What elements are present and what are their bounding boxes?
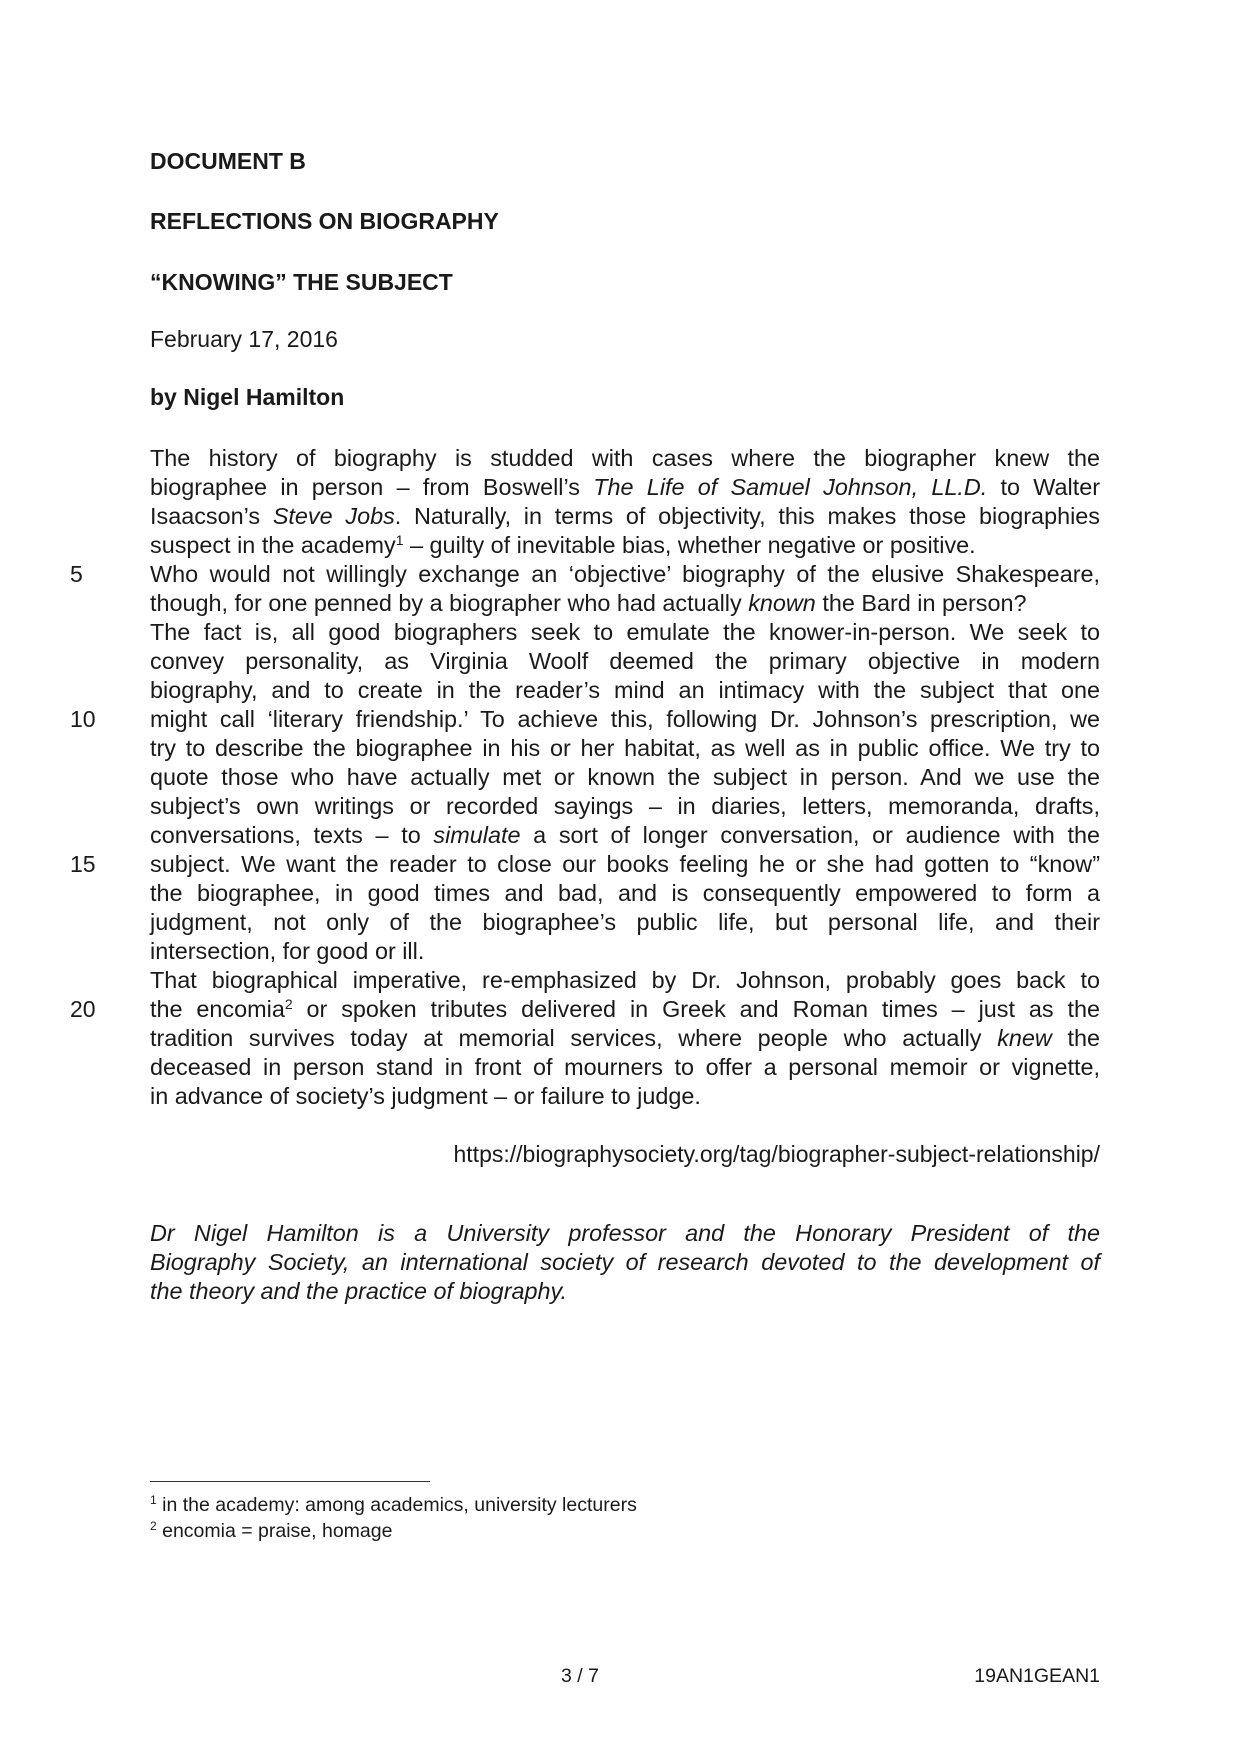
- bio-line: Biography Society, an international society of research devoted to the development of: [150, 1249, 1100, 1275]
- body-line: [150, 676, 1100, 705]
- body-line: [150, 792, 1100, 821]
- body-text: might call ‘literary friendship.’ To achieve this, following Dr. Johnson’s prescription, we: [150, 706, 1100, 732]
- body-text: subject. We want the reader to close our books feeling he or she had gotten to “know”: [150, 851, 1100, 877]
- footnote-2: [150, 1520, 392, 1543]
- footnote-ref: 2: [284, 996, 293, 1012]
- body-text: a sort of longer conversation, or audience with the: [520, 822, 1100, 848]
- body-text: Isaacson’s: [150, 503, 273, 529]
- footnote-marker: 1: [150, 1493, 157, 1507]
- body-line: [150, 1053, 1100, 1082]
- document-label: DOCUMENT B: [150, 148, 306, 174]
- body-text: the biographee, in good times and bad, and is consequently empowered to form a: [150, 880, 1100, 906]
- body-line: [150, 879, 1100, 908]
- footnote-text: in the academy: among academics, university lecturers: [156, 1494, 637, 1516]
- article-body: [70, 444, 1101, 1111]
- book-title: Steve Jobs: [272, 503, 395, 529]
- body-line: [150, 531, 1100, 560]
- body-line: [150, 966, 1100, 995]
- body-text: try to describe the biographee in his or her habitat, as well as in public office. We try to: [150, 735, 1100, 761]
- body-line: [150, 1082, 1100, 1111]
- body-text: subject’s own writings or recorded sayings – in diaries, letters, memoranda, drafts,: [150, 793, 1100, 819]
- body-text: biography, and to create in the reader’s mind an intimacy with the subject that one: [150, 677, 1100, 703]
- body-line: [150, 937, 1100, 966]
- body-line: [70, 560, 1100, 589]
- emphasis: knew: [997, 1025, 1052, 1051]
- body-text: to Walter: [987, 474, 1100, 500]
- bio-line: Dr Nigel Hamilton is a University professor and the Honorary President of the: [150, 1220, 1100, 1246]
- body-text: biographee in person – from Boswell’s: [150, 474, 594, 500]
- article-title: “KNOWING” THE SUBJECT: [150, 269, 453, 295]
- body-text: judgment, not only of the biographee’s public life, but personal life, and their: [150, 909, 1100, 935]
- body-line: [150, 1024, 1100, 1053]
- body-text: intersection, for good or ill.: [150, 938, 425, 964]
- footnote-text: encomia = praise, homage: [156, 1520, 393, 1542]
- emphasis: simulate: [433, 822, 521, 848]
- body-text: deceased in person stand in front of mourners to offer a personal memoir or vignette,: [150, 1054, 1100, 1080]
- document-code: 19AN1GEAN1: [974, 1665, 1100, 1687]
- body-text: or spoken tributes delivered in Greek and Roman times – just as the: [292, 996, 1100, 1022]
- body-line: [70, 705, 1100, 734]
- bio-line: the theory and the practice of biography.: [150, 1278, 567, 1304]
- body-line: [150, 821, 1100, 850]
- source-url: https://biographysociety.org/tag/biographer-subject-relationship/: [453, 1141, 1100, 1167]
- body-text: quote those who have actually met or known the subject in person. And we use the: [150, 764, 1100, 790]
- body-line: [150, 444, 1100, 473]
- body-text: The history of biography is studded with cases where the biographer knew the: [150, 445, 1100, 471]
- line-number: 5: [70, 561, 83, 587]
- footnote-ref: 1: [395, 532, 404, 548]
- section-title: REFLECTIONS ON BIOGRAPHY: [150, 208, 499, 234]
- body-text: suspect in the academy: [150, 532, 396, 558]
- page-number: 3 / 7: [561, 1665, 599, 1687]
- body-line: [150, 589, 1100, 618]
- byline: by Nigel Hamilton: [150, 384, 345, 410]
- body-text: though, for one penned by a biographer who had actually: [150, 590, 749, 616]
- body-line: [150, 618, 1100, 647]
- author-bio: [150, 1219, 1100, 1306]
- line-number: 20: [70, 996, 96, 1022]
- body-line: [150, 647, 1100, 676]
- body-text: Who would not willingly exchange an ‘objective’ biography of the elusive Shakespeare,: [150, 561, 1100, 587]
- body-line: [150, 763, 1100, 792]
- body-line: [150, 502, 1100, 531]
- body-line: [150, 734, 1100, 763]
- footnote-1: [150, 1494, 637, 1517]
- body-text: the: [1051, 1025, 1101, 1051]
- body-line: [150, 908, 1100, 937]
- line-number: 15: [70, 851, 96, 877]
- body-text: the Bard in person?: [815, 590, 1027, 616]
- body-line: [70, 850, 1100, 879]
- body-text: the encomia: [150, 996, 285, 1022]
- footnote-marker: 2: [150, 1519, 157, 1533]
- emphasis: known: [748, 590, 816, 616]
- footnote-divider: [150, 1481, 430, 1482]
- body-text: conversations, texts – to: [150, 822, 434, 848]
- book-title: The Life of Samuel Johnson, LL.D.: [593, 474, 988, 500]
- body-line: [150, 473, 1100, 502]
- body-text: tradition survives today at memorial services, where people who actually: [150, 1025, 998, 1051]
- body-text: That biographical imperative, re-emphasized by Dr. Johnson, probably goes back to: [150, 967, 1100, 993]
- body-text: . Naturally, in terms of objectivity, this makes those biographies: [394, 503, 1100, 529]
- body-text: – guilty of inevitable bias, whether negative or positive.: [403, 532, 976, 558]
- article-date: February 17, 2016: [150, 326, 338, 352]
- line-number: 10: [70, 706, 96, 732]
- body-text: convey personality, as Virginia Woolf deemed the primary objective in modern: [150, 648, 1100, 674]
- body-text: The fact is, all good biographers seek to emulate the knower-in-person. We seek to: [150, 619, 1100, 645]
- body-line: [70, 995, 1100, 1024]
- body-text: in advance of society’s judgment – or failure to judge.: [150, 1083, 701, 1109]
